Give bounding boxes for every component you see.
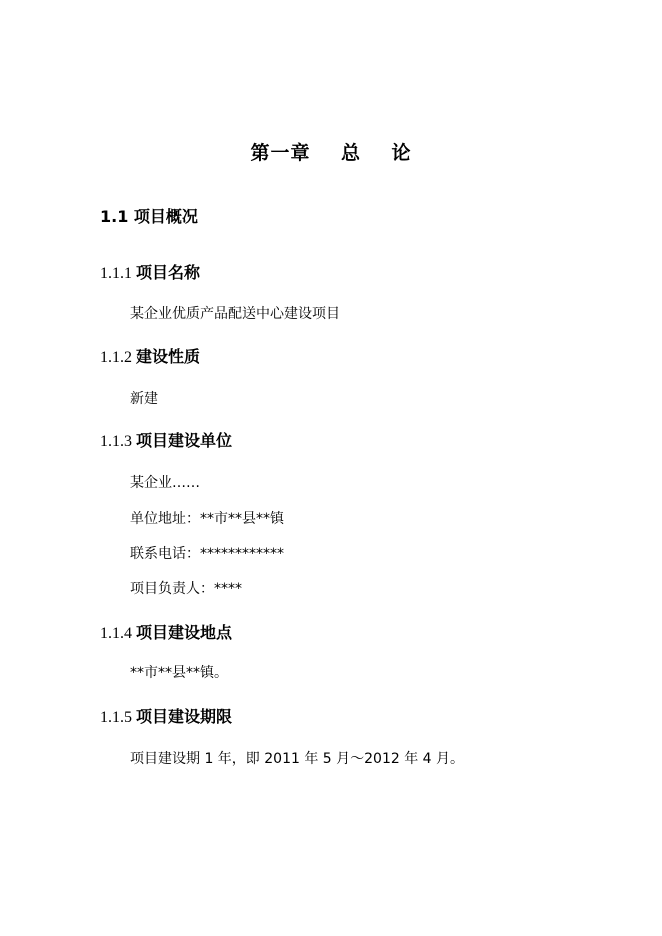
subsection-number: 1.1.5 [100, 709, 132, 726]
unit-name-text: 某企业…… [130, 475, 200, 491]
subsection-title: 项目建设单位 [136, 431, 233, 450]
subsection-number: 1.1.4 [100, 625, 132, 642]
unit-address-text: 单位地址：**市**县**镇 [130, 511, 284, 527]
section-heading: 1.1 项目概况 [100, 207, 198, 226]
unit-manager-text: 项目负责人：**** [130, 581, 242, 597]
subsection-heading-period [100, 704, 232, 727]
subsection-heading-unit [100, 428, 232, 451]
location-text: **市**县**镇。 [130, 665, 228, 681]
unit-phone-text: 联系电话：************ [130, 546, 284, 562]
period-text: 项目建设期 1 年，即 2011 年 5 月～2012 年 4 月。 [130, 751, 465, 767]
subsection-heading-nature [100, 344, 200, 367]
subsection-title: 建设性质 [136, 347, 201, 366]
subsection-number: 1.1.2 [100, 349, 132, 366]
chapter-title: 第一章 总 论 [250, 142, 412, 164]
subsection-title: 项目建设期限 [136, 707, 233, 726]
subsection-title: 项目名称 [136, 263, 201, 282]
construction-nature-text: 新建 [130, 391, 158, 407]
subsection-number: 1.1.1 [100, 265, 132, 282]
subsection-number: 1.1.3 [100, 433, 132, 450]
project-name-text: 某企业优质产品配送中心建设项目 [130, 306, 340, 322]
subsection-title: 项目建设地点 [136, 623, 233, 642]
subsection-heading-location [100, 620, 232, 643]
subsection-heading-project-name [100, 260, 200, 283]
